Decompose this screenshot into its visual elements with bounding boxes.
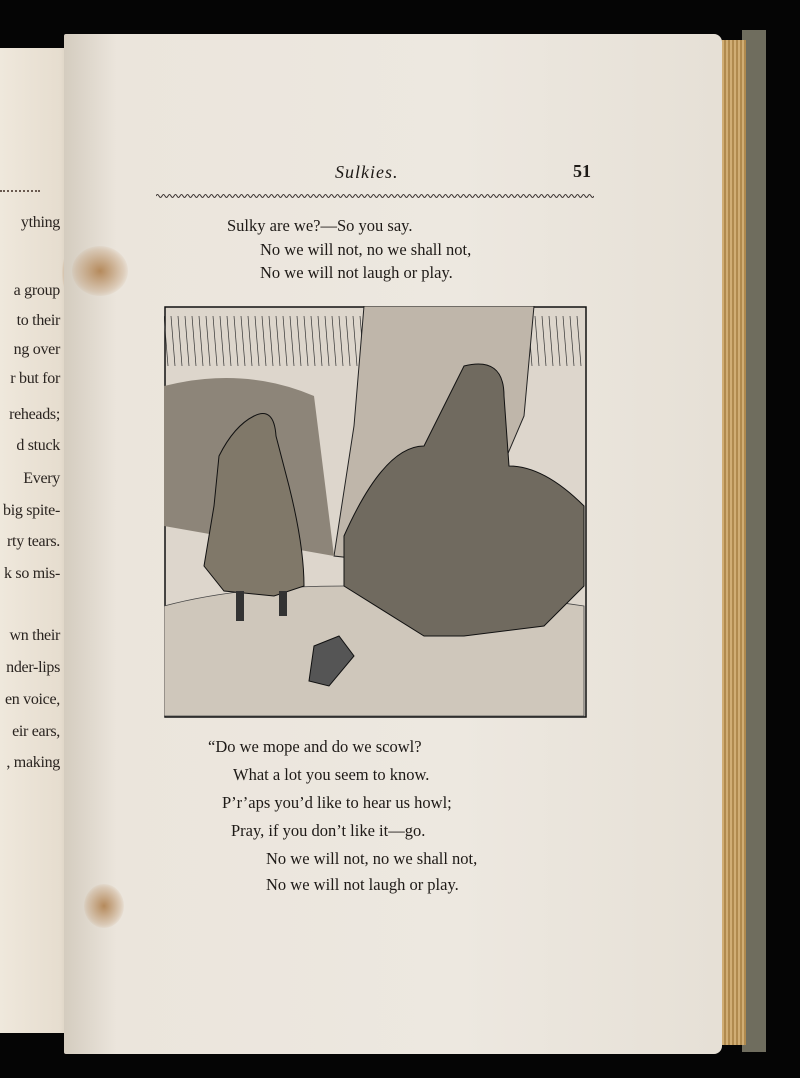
verse-line: No we will not, no we shall not, <box>260 240 472 259</box>
left-page-line: k so mis- <box>4 565 60 582</box>
left-page-line: r but for <box>10 370 60 387</box>
left-page-line: reheads; <box>9 406 60 423</box>
left-page-line: a group <box>13 282 60 299</box>
left-page-line: ything <box>20 214 60 231</box>
stain <box>84 884 124 928</box>
running-head: Sulkies. <box>335 162 399 182</box>
left-page-line: wn their <box>9 627 60 644</box>
page-number: 51 <box>573 161 591 181</box>
left-page-line: d stuck <box>16 437 60 454</box>
left-page-line: big spite- <box>3 502 60 519</box>
verse-line: No we will not laugh or play. <box>266 875 459 894</box>
verse-line: What a lot you seem to know. <box>233 765 430 784</box>
left-page-line: nder-lips <box>6 659 60 676</box>
verse-line: Pray, if you don’t like it—go. <box>231 821 426 840</box>
verse-line: No we will not, no we shall not, <box>266 849 478 868</box>
left-page-line: to their <box>16 312 60 329</box>
right-page <box>64 34 722 1054</box>
left-page-line: rty tears. <box>7 533 60 550</box>
left-page-line: Every <box>23 470 60 487</box>
left-page-line: , making <box>6 754 60 771</box>
verse-line: P’r’aps you’d like to hear us howl; <box>222 793 452 812</box>
left-page-line: eir ears, <box>12 723 60 740</box>
stain <box>72 246 128 296</box>
illustration <box>164 306 587 718</box>
left-page-line: en voice, <box>4 691 60 708</box>
verse-line: No we will not laugh or play. <box>260 263 453 282</box>
verse-line: Sulky are we?—So you say. <box>227 216 413 235</box>
standing-girl-legs <box>236 591 244 621</box>
left-page-line: ng over <box>13 341 60 358</box>
wavy-rule <box>156 192 594 200</box>
verse-line: “Do we mope and do we scowl? <box>208 737 422 756</box>
